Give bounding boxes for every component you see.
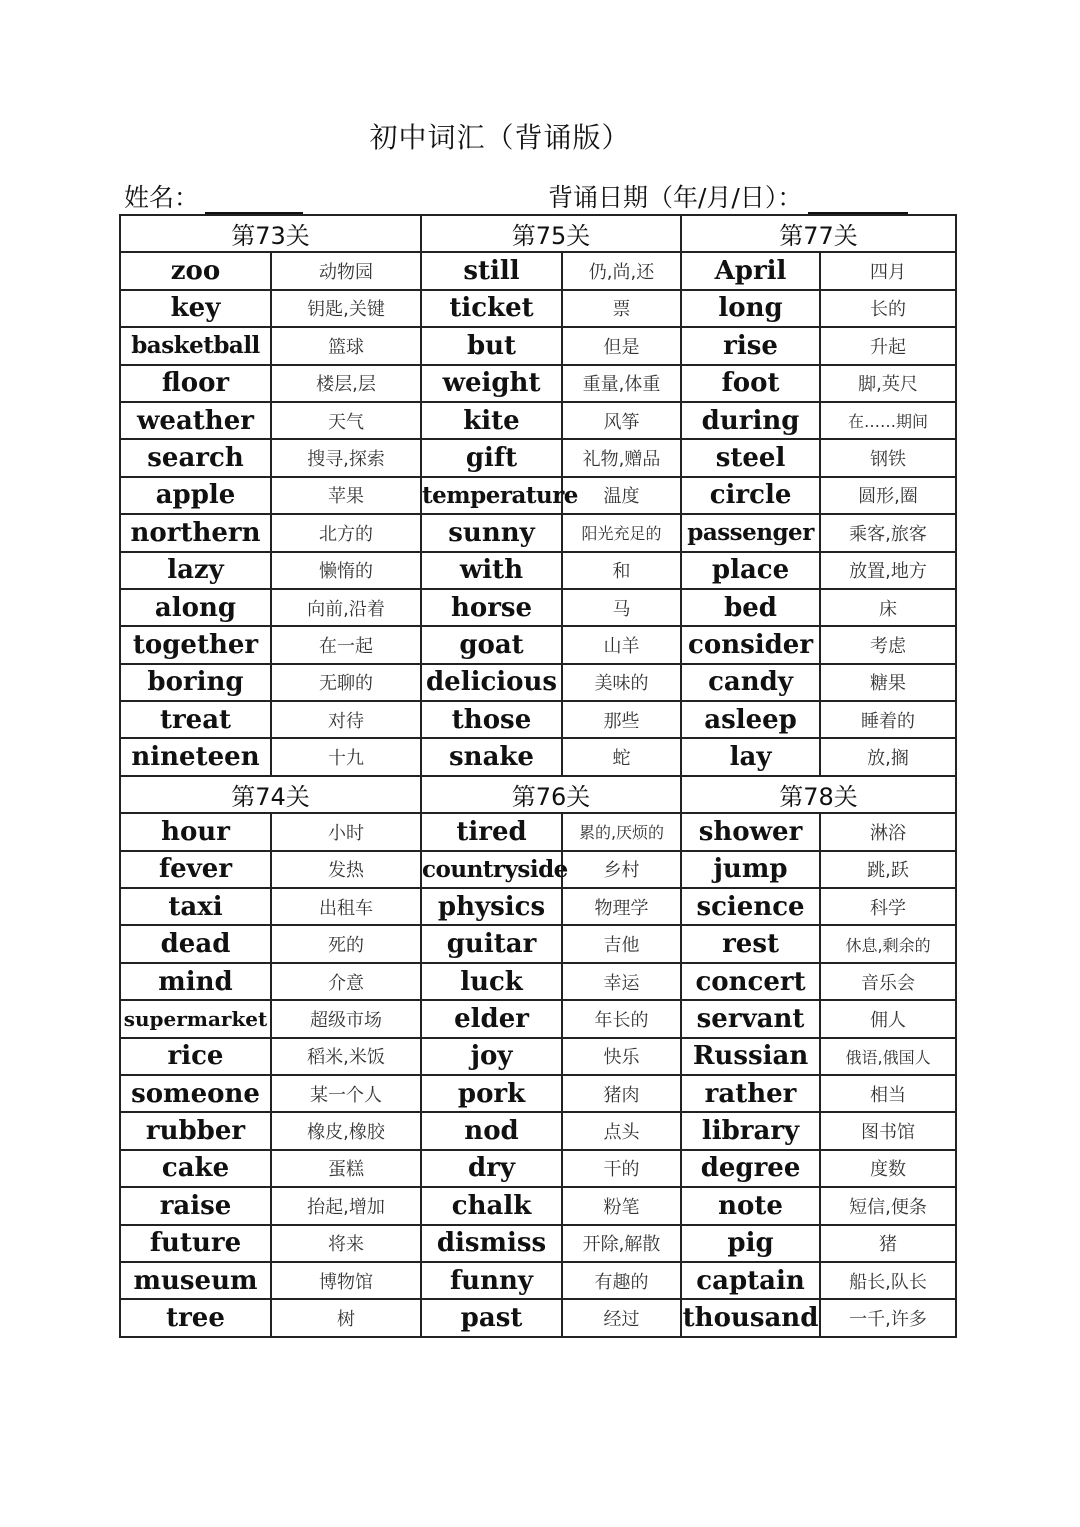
- chinese-meaning: 点头: [562, 1112, 681, 1149]
- table-row: [120, 1225, 956, 1262]
- chinese-meaning: 阳光充足的: [562, 514, 681, 551]
- english-word: foot: [681, 365, 820, 402]
- english-word: basketball: [120, 327, 271, 364]
- chinese-meaning: 度数: [820, 1150, 956, 1187]
- english-word: funny: [421, 1262, 562, 1299]
- chinese-meaning: 稻米,米饭: [271, 1038, 421, 1075]
- chinese-meaning: 脚,英尺: [820, 365, 956, 402]
- chinese-meaning: 蛋糕: [271, 1150, 421, 1187]
- chinese-meaning: 那些: [562, 701, 681, 738]
- table-row: [120, 1112, 956, 1149]
- table-row: [120, 925, 956, 962]
- chinese-meaning: 蛇: [562, 738, 681, 775]
- date-field: [548, 178, 908, 214]
- chinese-meaning: 将来: [271, 1225, 421, 1262]
- english-word: library: [681, 1112, 820, 1149]
- table-row: [120, 813, 956, 850]
- table-row: [120, 1262, 956, 1299]
- chinese-meaning: 介意: [271, 963, 421, 1000]
- english-word: steel: [681, 439, 820, 476]
- english-word: dismiss: [421, 1225, 562, 1262]
- english-word: during: [681, 402, 820, 439]
- chinese-meaning: 楼层,层: [271, 365, 421, 402]
- table-row: [120, 738, 956, 775]
- english-word: nineteen: [120, 738, 271, 775]
- chinese-meaning: 在……期间: [820, 402, 956, 439]
- english-word: key: [120, 290, 271, 327]
- chinese-meaning: 树: [271, 1299, 421, 1336]
- level-header-row: [120, 215, 956, 252]
- english-word: place: [681, 552, 820, 589]
- chinese-meaning: 和: [562, 552, 681, 589]
- english-word: along: [120, 589, 271, 626]
- english-word: servant: [681, 1000, 820, 1037]
- english-word: raise: [120, 1187, 271, 1224]
- english-word: lay: [681, 738, 820, 775]
- english-word: pig: [681, 1225, 820, 1262]
- table-row: [120, 1150, 956, 1187]
- english-word: shower: [681, 813, 820, 850]
- chinese-meaning: 无聊的: [271, 664, 421, 701]
- table-row: [120, 365, 956, 402]
- level-header-row: [120, 776, 956, 813]
- english-word: rest: [681, 925, 820, 962]
- level-header: 第73关: [120, 215, 421, 252]
- chinese-meaning: 钢铁: [820, 439, 956, 476]
- chinese-meaning: 升起: [820, 327, 956, 364]
- english-word: Russian: [681, 1038, 820, 1075]
- english-word: weight: [421, 365, 562, 402]
- chinese-meaning: 票: [562, 290, 681, 327]
- english-word: sunny: [421, 514, 562, 551]
- chinese-meaning: 淋浴: [820, 813, 956, 850]
- chinese-meaning: 十九: [271, 738, 421, 775]
- english-word: mind: [120, 963, 271, 1000]
- english-word: kite: [421, 402, 562, 439]
- english-word: cake: [120, 1150, 271, 1187]
- english-word: note: [681, 1187, 820, 1224]
- english-word: ticket: [421, 290, 562, 327]
- chinese-meaning: 圆形,圈: [820, 477, 956, 514]
- english-word: circle: [681, 477, 820, 514]
- english-word: rubber: [120, 1112, 271, 1149]
- english-word: April: [681, 252, 820, 289]
- chinese-meaning: 干的: [562, 1150, 681, 1187]
- table-row: [120, 664, 956, 701]
- chinese-meaning: 橡皮,橡胶: [271, 1112, 421, 1149]
- chinese-meaning: 粉笔: [562, 1187, 681, 1224]
- chinese-meaning: 向前,沿着: [271, 589, 421, 626]
- table-row: [120, 701, 956, 738]
- table-row: [120, 1187, 956, 1224]
- chinese-meaning: 音乐会: [820, 963, 956, 1000]
- chinese-meaning: 吉他: [562, 925, 681, 962]
- english-word: lazy: [120, 552, 271, 589]
- english-word: fever: [120, 851, 271, 888]
- chinese-meaning: 长的: [820, 290, 956, 327]
- chinese-meaning: 重量,体重: [562, 365, 681, 402]
- table-row: [120, 888, 956, 925]
- english-word: countryside: [421, 851, 562, 888]
- english-word: weather: [120, 402, 271, 439]
- table-row: [120, 1075, 956, 1112]
- chinese-meaning: 北方的: [271, 514, 421, 551]
- chinese-meaning: 相当: [820, 1075, 956, 1112]
- english-word: dead: [120, 925, 271, 962]
- english-word: northern: [120, 514, 271, 551]
- vocab-table: [119, 214, 957, 1338]
- table-row: [120, 552, 956, 589]
- english-word: consider: [681, 626, 820, 663]
- english-word: physics: [421, 888, 562, 925]
- english-word: thousand: [681, 1299, 820, 1336]
- chinese-meaning: 乡村: [562, 851, 681, 888]
- english-word: delicious: [421, 664, 562, 701]
- level-header: 第74关: [120, 776, 421, 813]
- english-word: tree: [120, 1299, 271, 1336]
- chinese-meaning: 天气: [271, 402, 421, 439]
- english-word: treat: [120, 701, 271, 738]
- english-word: taxi: [120, 888, 271, 925]
- chinese-meaning: 放置,地方: [820, 552, 956, 589]
- chinese-meaning: 懒惰的: [271, 552, 421, 589]
- table-row: [120, 290, 956, 327]
- english-word: captain: [681, 1262, 820, 1299]
- level-header: 第76关: [421, 776, 681, 813]
- chinese-meaning: 佣人: [820, 1000, 956, 1037]
- english-word: joy: [421, 1038, 562, 1075]
- chinese-meaning: 考虑: [820, 626, 956, 663]
- table-row: [120, 851, 956, 888]
- english-word: asleep: [681, 701, 820, 738]
- table-row: [120, 1038, 956, 1075]
- chinese-meaning: 物理学: [562, 888, 681, 925]
- chinese-meaning: 仍,尚,还: [562, 252, 681, 289]
- english-word: search: [120, 439, 271, 476]
- chinese-meaning: 对待: [271, 701, 421, 738]
- english-word: supermarket: [120, 1000, 271, 1037]
- table-row: [120, 963, 956, 1000]
- english-word: rise: [681, 327, 820, 364]
- chinese-meaning: 钥匙,关键: [271, 290, 421, 327]
- english-word: rather: [681, 1075, 820, 1112]
- chinese-meaning: 发热: [271, 851, 421, 888]
- chinese-meaning: 俄语,俄国人: [820, 1038, 956, 1075]
- chinese-meaning: 风筝: [562, 402, 681, 439]
- table-row: [120, 327, 956, 364]
- chinese-meaning: 快乐: [562, 1038, 681, 1075]
- chinese-meaning: 动物园: [271, 252, 421, 289]
- chinese-meaning: 猪肉: [562, 1075, 681, 1112]
- english-word: nod: [421, 1112, 562, 1149]
- english-word: science: [681, 888, 820, 925]
- chinese-meaning: 在一起: [271, 626, 421, 663]
- english-word: bed: [681, 589, 820, 626]
- english-word: those: [421, 701, 562, 738]
- name-blank: [205, 184, 303, 214]
- english-word: concert: [681, 963, 820, 1000]
- chinese-meaning: 马: [562, 589, 681, 626]
- page-title: 初中词汇（背诵版）: [369, 121, 631, 154]
- chinese-meaning: 幸运: [562, 963, 681, 1000]
- table-row: [120, 439, 956, 476]
- english-word: past: [421, 1299, 562, 1336]
- english-word: museum: [120, 1262, 271, 1299]
- chinese-meaning: 糖果: [820, 664, 956, 701]
- english-word: with: [421, 552, 562, 589]
- english-word: temperature: [421, 477, 562, 514]
- chinese-meaning: 死的: [271, 925, 421, 962]
- table-row: [120, 589, 956, 626]
- chinese-meaning: 一千,许多: [820, 1299, 956, 1336]
- chinese-meaning: 出租车: [271, 888, 421, 925]
- chinese-meaning: 温度: [562, 477, 681, 514]
- level-header: 第78关: [681, 776, 956, 813]
- chinese-meaning: 但是: [562, 327, 681, 364]
- english-word: elder: [421, 1000, 562, 1037]
- chinese-meaning: 四月: [820, 252, 956, 289]
- chinese-meaning: 经过: [562, 1299, 681, 1336]
- english-word: tired: [421, 813, 562, 850]
- chinese-meaning: 床: [820, 589, 956, 626]
- chinese-meaning: 科学: [820, 888, 956, 925]
- english-word: jump: [681, 851, 820, 888]
- chinese-meaning: 短信,便条: [820, 1187, 956, 1224]
- chinese-meaning: 搜寻,探索: [271, 439, 421, 476]
- english-word: but: [421, 327, 562, 364]
- english-word: long: [681, 290, 820, 327]
- level-header: 第75关: [421, 215, 681, 252]
- english-word: pork: [421, 1075, 562, 1112]
- table-row: [120, 402, 956, 439]
- table-row: [120, 1000, 956, 1037]
- english-word: candy: [681, 664, 820, 701]
- chinese-meaning: 开除,解散: [562, 1225, 681, 1262]
- english-word: gift: [421, 439, 562, 476]
- chinese-meaning: 有趣的: [562, 1262, 681, 1299]
- english-word: floor: [120, 365, 271, 402]
- chinese-meaning: 跳,跃: [820, 851, 956, 888]
- chinese-meaning: 篮球: [271, 327, 421, 364]
- name-field: [124, 178, 303, 214]
- chinese-meaning: 乘客,旅客: [820, 514, 956, 551]
- english-word: boring: [120, 664, 271, 701]
- chinese-meaning: 博物馆: [271, 1262, 421, 1299]
- level-header: 第77关: [681, 215, 956, 252]
- chinese-meaning: 放,搁: [820, 738, 956, 775]
- english-word: zoo: [120, 252, 271, 289]
- english-word: future: [120, 1225, 271, 1262]
- chinese-meaning: 超级市场: [271, 1000, 421, 1037]
- chinese-meaning: 小时: [271, 813, 421, 850]
- date-blank: [808, 184, 908, 214]
- english-word: chalk: [421, 1187, 562, 1224]
- chinese-meaning: 睡着的: [820, 701, 956, 738]
- chinese-meaning: 图书馆: [820, 1112, 956, 1149]
- english-word: someone: [120, 1075, 271, 1112]
- table-row: [120, 626, 956, 663]
- english-word: dry: [421, 1150, 562, 1187]
- chinese-meaning: 抬起,增加: [271, 1187, 421, 1224]
- english-word: apple: [120, 477, 271, 514]
- chinese-meaning: 休息,剩余的: [820, 925, 956, 962]
- date-label: 背诵日期（年/月/日）：: [548, 183, 803, 212]
- chinese-meaning: 累的,厌烦的: [562, 813, 681, 850]
- english-word: passenger: [681, 514, 820, 551]
- table-row: [120, 514, 956, 551]
- table-row: [120, 1299, 956, 1336]
- chinese-meaning: 猪: [820, 1225, 956, 1262]
- english-word: guitar: [421, 925, 562, 962]
- table-row: [120, 477, 956, 514]
- table-row: [120, 252, 956, 289]
- english-word: goat: [421, 626, 562, 663]
- english-word: rice: [120, 1038, 271, 1075]
- chinese-meaning: 山羊: [562, 626, 681, 663]
- english-word: degree: [681, 1150, 820, 1187]
- chinese-meaning: 苹果: [271, 477, 421, 514]
- english-word: horse: [421, 589, 562, 626]
- english-word: together: [120, 626, 271, 663]
- chinese-meaning: 年长的: [562, 1000, 681, 1037]
- english-word: hour: [120, 813, 271, 850]
- english-word: luck: [421, 963, 562, 1000]
- chinese-meaning: 礼物,赠品: [562, 439, 681, 476]
- english-word: still: [421, 252, 562, 289]
- chinese-meaning: 美味的: [562, 664, 681, 701]
- chinese-meaning: 船长,队长: [820, 1262, 956, 1299]
- name-label: 姓名：: [124, 183, 200, 212]
- english-word: snake: [421, 738, 562, 775]
- chinese-meaning: 某一个人: [271, 1075, 421, 1112]
